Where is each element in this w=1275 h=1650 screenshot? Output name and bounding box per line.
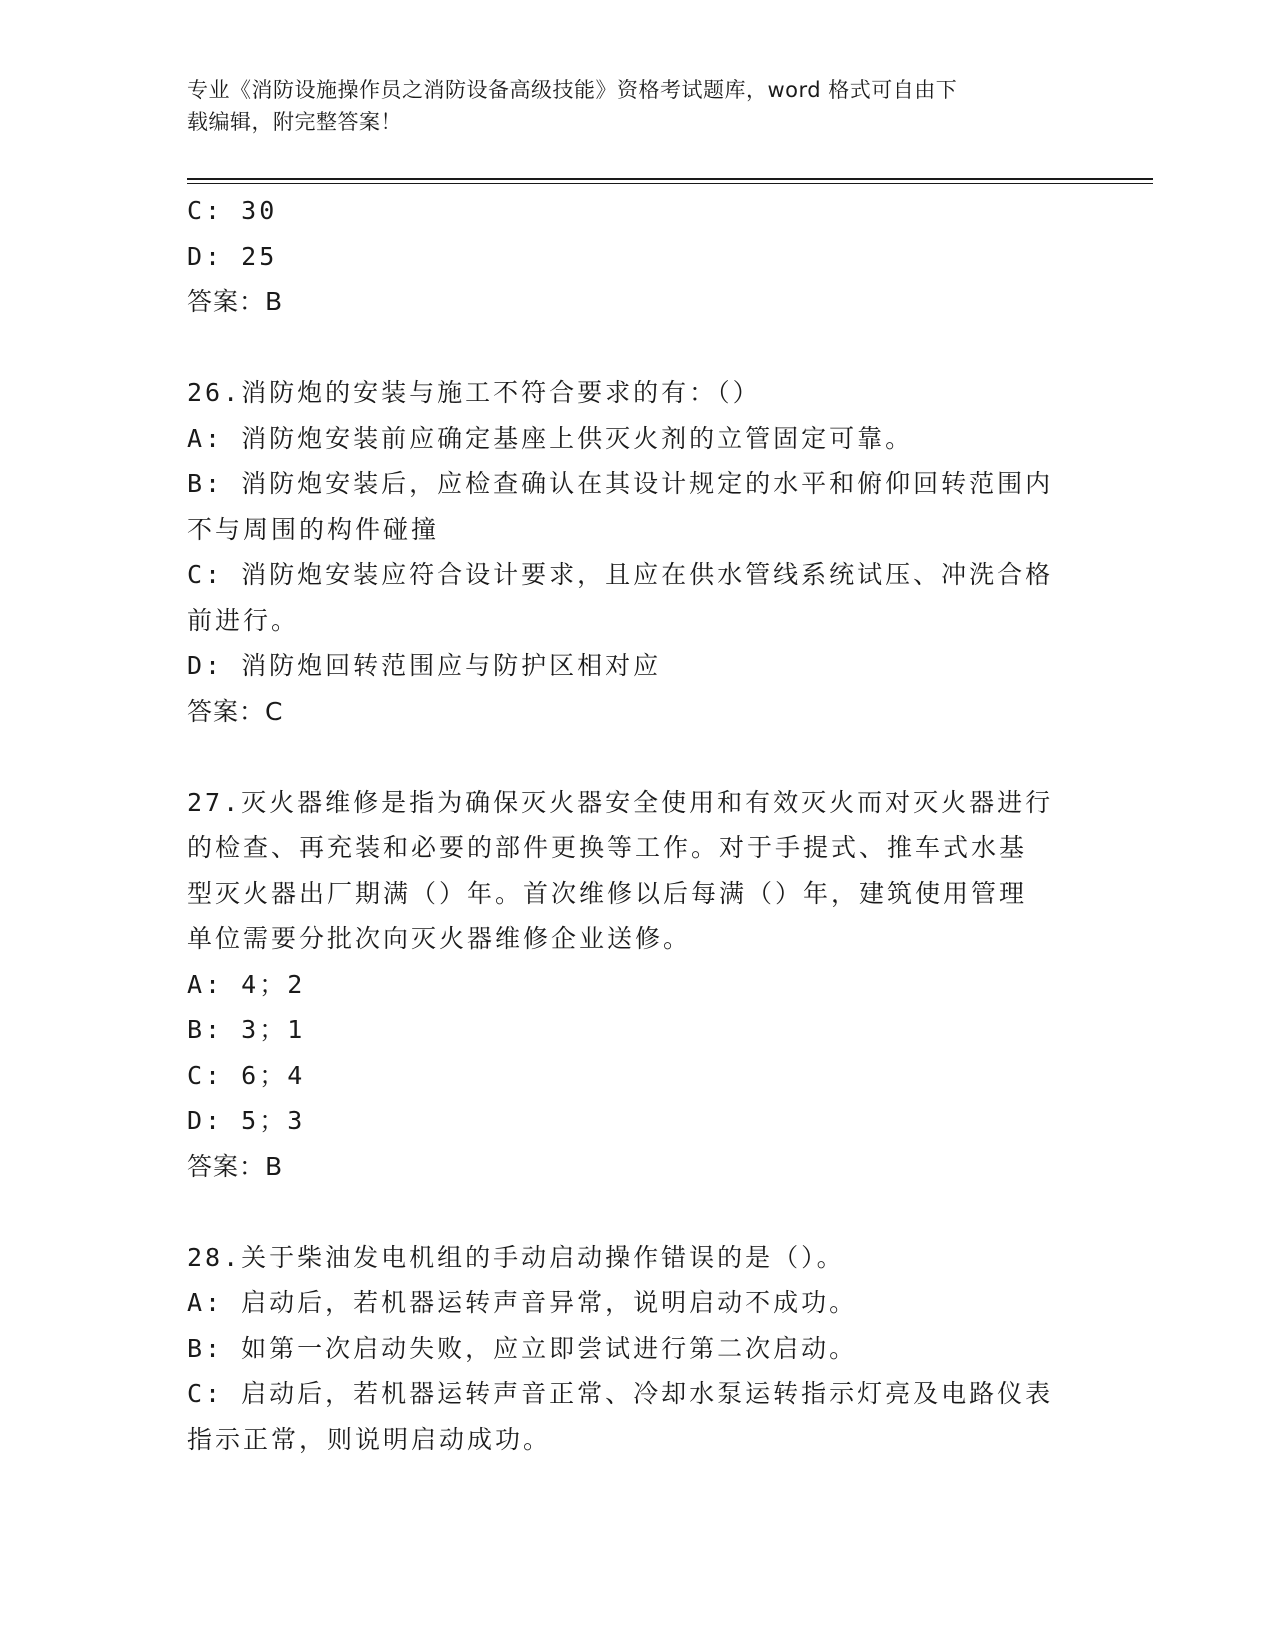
option-d: D: 25	[187, 241, 278, 271]
spacer	[187, 325, 1087, 371]
question-stem: 28.关于柴油发电机组的手动启动操作错误的是（）。	[187, 1242, 845, 1272]
option-c-line-1: C: 消防炮安装应符合设计要求，且应在供水管线系统试压、冲洗合格	[187, 560, 1054, 589]
question-stem-line-3: 型灭火器出厂期满（）年。首次维修以后每满（）年，建筑使用管理	[187, 878, 1028, 908]
option-a: A: 启动后，若机器运转声音异常，说明启动不成功。	[187, 1288, 858, 1317]
answer-line: 答案：B	[187, 1151, 284, 1181]
option-c: C: 6；4	[187, 1060, 306, 1090]
question-27	[187, 780, 1087, 1190]
header-line-2: 载编辑，附完整答案！	[187, 110, 402, 134]
option-c-line-1: C: 启动后，若机器运转声音正常、冷却水泵运转指示灯亮及电路仪表	[187, 1379, 1054, 1408]
option-c-line-2: 前进行。	[187, 605, 300, 635]
option-c-line-2: 指示正常，则说明启动成功。	[187, 1424, 552, 1454]
question-stem-line-1: 27.灭火器维修是指为确保灭火器安全使用和有效灭火而对灭火器进行	[187, 787, 1054, 817]
question-content	[187, 188, 1087, 1462]
option-c: C: 30	[187, 196, 278, 225]
question-28	[187, 1235, 1087, 1463]
header-line-1: 专业《消防设施操作员之消防设备高级技能》资格考试题库，word 格式可自由下	[187, 78, 958, 102]
header-divider-thin	[187, 183, 1153, 184]
option-a: A: 4；2	[187, 969, 306, 999]
question-25-tail	[187, 188, 1087, 325]
option-b: B: 3；1	[187, 1015, 306, 1044]
spacer	[187, 734, 1087, 780]
answer-line: 答案：B	[187, 287, 284, 316]
question-26	[187, 370, 1087, 734]
option-b-line-1: B: 消防炮安装后，应检查确认在其设计规定的水平和俯仰回转范围内	[187, 469, 1054, 498]
option-b: B: 如第一次启动失败，应立即尝试进行第二次启动。	[187, 1333, 858, 1363]
question-stem-line-4: 单位需要分批次向灭火器维修企业送修。	[187, 924, 692, 953]
question-stem-line-2: 的检查、再充装和必要的部件更换等工作。对于手提式、推车式水基	[187, 833, 1028, 862]
question-stem: 26.消防炮的安装与施工不符合要求的有：（）	[187, 378, 761, 407]
page-header	[187, 74, 1087, 138]
header-divider-thick	[187, 178, 1153, 180]
option-b-line-2: 不与周围的构件碰撞	[187, 514, 440, 544]
option-a: A: 消防炮安装前应确定基座上供灭火剂的立管固定可靠。	[187, 423, 914, 453]
spacer	[187, 1189, 1087, 1235]
option-d: D: 5；3	[187, 1106, 306, 1135]
answer-line: 答案：C	[187, 696, 284, 726]
option-d: D: 消防炮回转范围应与防护区相对应	[187, 651, 662, 680]
